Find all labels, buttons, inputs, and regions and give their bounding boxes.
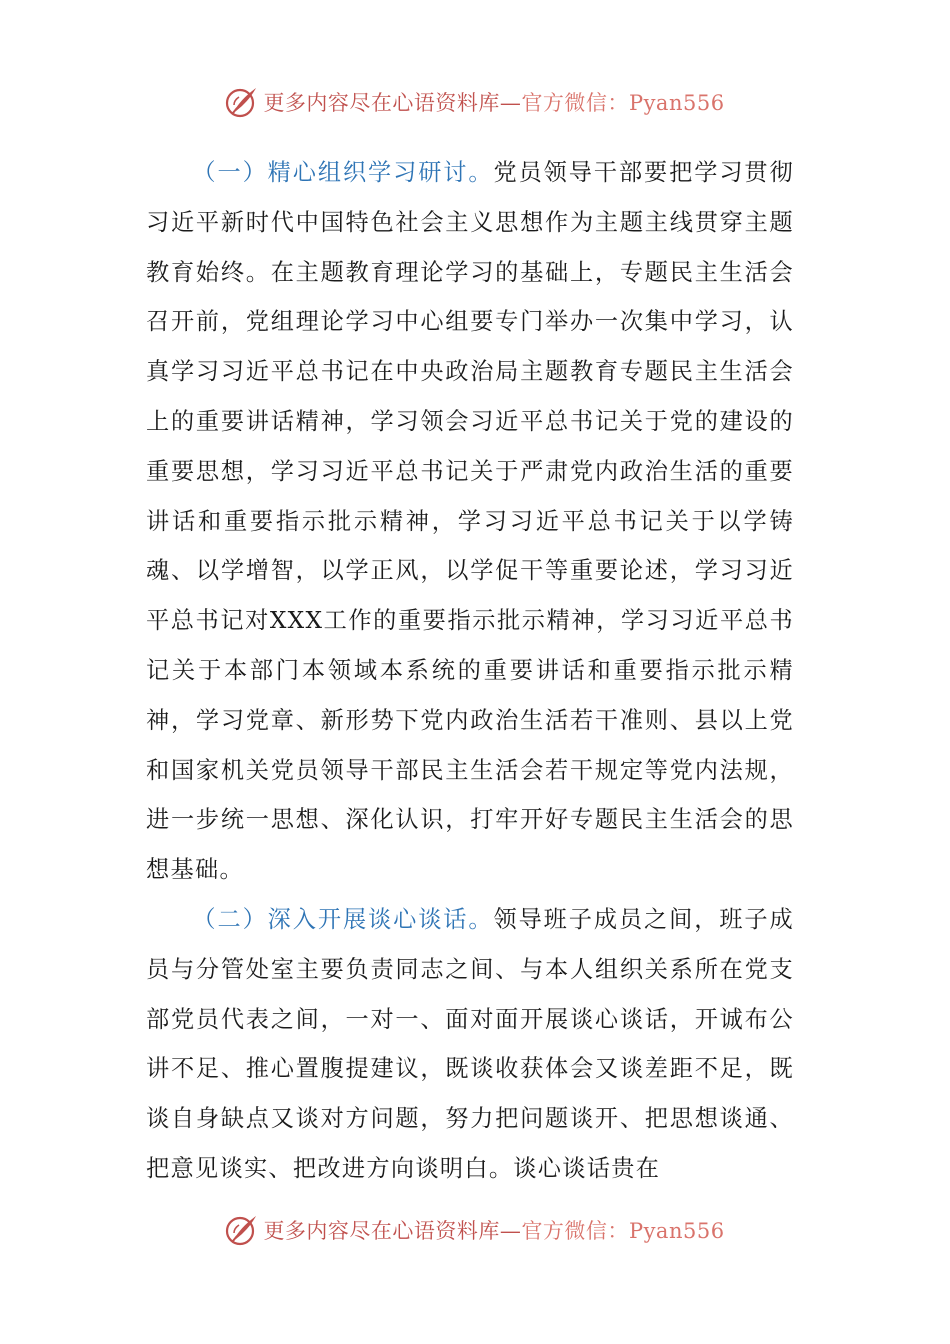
- section-heading-1: （一）精心组织学习研讨。: [192, 159, 494, 186]
- watermark-text: 更多内容尽在心语资料库—官方微信：Pyan556: [263, 91, 725, 115]
- section-heading-2: （二）深入开展谈心谈话。: [192, 905, 494, 933]
- quill-logo-icon: [225, 85, 259, 119]
- paragraph-1-text: 党员领导干部要把学习贯彻习近平新时代中国特色社会主义思想作为主题主线贯穿主题教育始终。在主题教育理论学习的基础上，专题民主生活会召开前，党组理论学习中心组要专门举办一次集中学习，认真学习习近平总书记在中央政治局主题教育专题民主生活会上的重要讲话精神，学习领会习近平总书记关于党的建设的重要思想，学习习近平总书记关于严肃党内政治生活的重要讲话和重要指示批示精神，学习习近平总书记关于以学铸魂、以学增智，以学正风，以学促干等重要论述，学习习近平总书记对XXX工作的重要指示批示精神，学习习近平总书记关于本部门本领域本系统的重要讲话和重要指示批示精神，学习党章、新形势下党内政治生活若干准则、县以上党和国家机关党员领导干部民主生活会若干规定等党内法规，进一步统一思想、深化认识，打牢开好专题民主生活会的思想基础。: [146, 159, 794, 884]
- paragraph-2-text: 领导班子成员之间，班子成员与分管处室主要负责同志之间、与本人组织关系所在党支部党员代表之间，一对一、面对面开展谈心谈话，开诚布公讲不足、推心置腹提建议，既谈收获体会又谈差距不足，既谈自身缺点又谈对方问题，努力把问题谈开、把思想谈通、把意见谈实、把改进方向谈明白。谈心谈话贵在: [146, 905, 794, 1182]
- document-body: [146, 148, 794, 1194]
- watermark-banner-top: [0, 82, 950, 122]
- paragraph-2: [146, 895, 794, 1194]
- paragraph-1: [146, 148, 794, 895]
- watermark-banner-bottom: [0, 1210, 950, 1250]
- watermark-text: 更多内容尽在心语资料库—官方微信：Pyan556: [263, 1219, 725, 1243]
- quill-logo-icon: [225, 1213, 259, 1247]
